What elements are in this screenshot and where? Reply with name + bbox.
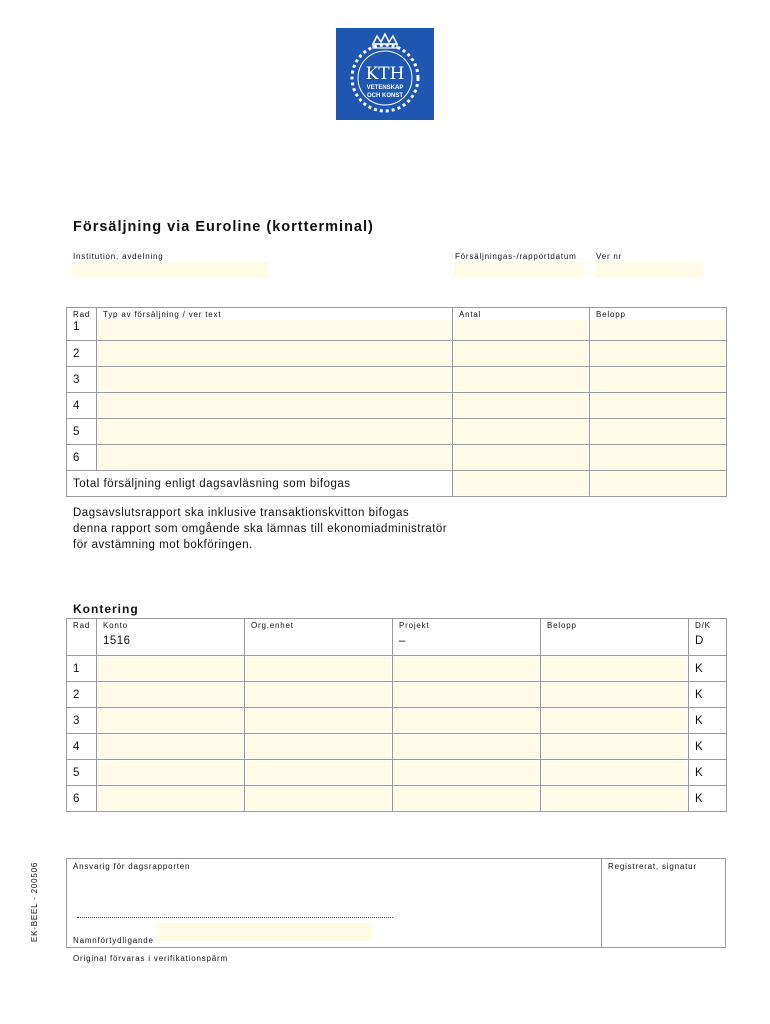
row-number: 1 bbox=[73, 321, 80, 333]
dk-value: K bbox=[695, 689, 703, 701]
projekt-cell[interactable] bbox=[393, 708, 541, 734]
signature-box bbox=[66, 858, 726, 948]
footer-text: Original förvaras i verifikationspärm bbox=[73, 954, 228, 963]
institution-label: Institution, avdelning bbox=[73, 252, 164, 261]
dk-cell bbox=[689, 619, 727, 656]
dk-value: K bbox=[695, 663, 703, 675]
orgenhet-cell[interactable] bbox=[245, 786, 393, 812]
kth-crest-icon bbox=[336, 28, 434, 120]
table-row bbox=[67, 656, 727, 682]
notice-line: denna rapport som omgående ska lämnas till ekonomiadministratör bbox=[73, 523, 448, 535]
projekt-cell[interactable] bbox=[393, 734, 541, 760]
projekt-cell[interactable] bbox=[393, 682, 541, 708]
dk-value: K bbox=[695, 741, 703, 753]
typ-cell[interactable] bbox=[97, 308, 453, 341]
belopp-cell[interactable] bbox=[590, 367, 727, 393]
row-number: 6 bbox=[73, 452, 80, 464]
table-row bbox=[67, 445, 727, 471]
row-number: 1 bbox=[73, 663, 80, 675]
total-row bbox=[67, 471, 727, 497]
table-row bbox=[67, 393, 727, 419]
total-antal-cell[interactable] bbox=[453, 471, 590, 497]
antal-cell[interactable] bbox=[453, 308, 590, 341]
orgenhet-cell[interactable] bbox=[245, 619, 393, 656]
dk-value: K bbox=[695, 793, 703, 805]
ver-label: Ver nr bbox=[596, 252, 623, 261]
konto-cell[interactable] bbox=[97, 682, 245, 708]
projekt-cell[interactable] bbox=[393, 656, 541, 682]
antal-cell[interactable] bbox=[453, 367, 590, 393]
row-number: 3 bbox=[73, 715, 80, 727]
projekt-cell[interactable] bbox=[393, 619, 541, 656]
belopp-cell[interactable] bbox=[590, 445, 727, 471]
belopp-cell[interactable] bbox=[541, 760, 689, 786]
belopp-cell[interactable] bbox=[541, 786, 689, 812]
konto-cell[interactable] bbox=[97, 734, 245, 760]
antal-cell[interactable] bbox=[453, 419, 590, 445]
institution-field[interactable] bbox=[72, 262, 268, 278]
belopp-cell[interactable] bbox=[541, 708, 689, 734]
row-number: 5 bbox=[73, 426, 80, 438]
projekt-header: Projekt bbox=[399, 621, 430, 630]
table-row bbox=[67, 786, 727, 812]
row-number: 6 bbox=[73, 793, 80, 805]
typ-cell[interactable] bbox=[97, 393, 453, 419]
ver-field[interactable] bbox=[595, 262, 703, 278]
antal-cell[interactable] bbox=[453, 445, 590, 471]
kontering-table bbox=[66, 618, 727, 812]
konto-cell[interactable] bbox=[97, 619, 245, 656]
belopp-cell[interactable] bbox=[541, 619, 689, 656]
logo-subtext-2: OCH KONST bbox=[367, 93, 403, 99]
table-row bbox=[67, 708, 727, 734]
table-row bbox=[67, 419, 727, 445]
row-number: 3 bbox=[73, 374, 80, 386]
notice-line: för avstämning mot bokföringen. bbox=[73, 539, 253, 551]
date-label: Försäljningas-/rapportdatum bbox=[455, 252, 577, 261]
antal-cell[interactable] bbox=[453, 393, 590, 419]
dk-value: K bbox=[695, 715, 703, 727]
signature-divider bbox=[601, 859, 602, 947]
konto-value: 1516 bbox=[103, 635, 131, 647]
orgenhet-cell[interactable] bbox=[245, 760, 393, 786]
projekt-cell[interactable] bbox=[393, 760, 541, 786]
projekt-value: – bbox=[399, 635, 406, 647]
row-number: 4 bbox=[73, 400, 80, 412]
registered-label: Registrerat, signatur bbox=[608, 862, 697, 871]
dk-value: K bbox=[695, 767, 703, 779]
belopp-cell[interactable] bbox=[590, 308, 727, 341]
konto-cell[interactable] bbox=[97, 656, 245, 682]
notice-line: Dagsavslutsrapport ska inklusive transaktionskvitton bifogas bbox=[73, 507, 410, 519]
orgenhet-header: Org.enhet bbox=[251, 621, 294, 630]
orgenhet-cell[interactable] bbox=[245, 708, 393, 734]
rad-header: Rad bbox=[73, 310, 91, 319]
belopp-cell[interactable] bbox=[541, 656, 689, 682]
notice-text bbox=[73, 505, 447, 553]
typ-header: Typ av försäljning / ver text bbox=[103, 310, 222, 319]
orgenhet-cell[interactable] bbox=[245, 656, 393, 682]
row-number: 2 bbox=[73, 348, 80, 360]
total-belopp-cell[interactable] bbox=[590, 471, 727, 497]
table-row bbox=[67, 308, 727, 341]
belopp-cell[interactable] bbox=[590, 393, 727, 419]
kontering-title: Kontering bbox=[73, 602, 139, 616]
name-field[interactable] bbox=[157, 923, 373, 941]
rad-cell bbox=[67, 308, 97, 341]
form-title: Försäljning via Euroline (kortterminal) bbox=[73, 219, 374, 235]
row-number: 5 bbox=[73, 767, 80, 779]
responsible-label: Ansvarig för dagsrapporten bbox=[73, 862, 191, 871]
total-label: Total försäljning enligt dagsavläsning som bifogas bbox=[73, 478, 351, 490]
antal-cell[interactable] bbox=[453, 341, 590, 367]
logo-subtext-1: VETENSKAP bbox=[366, 85, 404, 91]
table-row bbox=[67, 619, 727, 656]
antal-header: Antal bbox=[459, 310, 482, 319]
orgenhet-cell[interactable] bbox=[245, 682, 393, 708]
konto-cell[interactable] bbox=[97, 786, 245, 812]
belopp-cell[interactable] bbox=[590, 341, 727, 367]
konto-header: Konto bbox=[103, 621, 128, 630]
konto-cell[interactable] bbox=[97, 760, 245, 786]
belopp-header: Belopp bbox=[547, 621, 577, 630]
sales-table bbox=[66, 307, 727, 497]
row-number: 2 bbox=[73, 689, 80, 701]
name-label: Namnförtydligande bbox=[73, 936, 154, 945]
belopp-cell[interactable] bbox=[590, 419, 727, 445]
form-code: EK-BEEL - 200506 bbox=[30, 861, 39, 942]
row-number: 4 bbox=[73, 741, 80, 753]
signature-line[interactable] bbox=[77, 917, 393, 918]
date-field[interactable] bbox=[454, 262, 584, 278]
belopp-cell[interactable] bbox=[541, 734, 689, 760]
typ-cell[interactable] bbox=[97, 419, 453, 445]
belopp-header: Belopp bbox=[596, 310, 626, 319]
typ-cell[interactable] bbox=[97, 367, 453, 393]
table-row bbox=[67, 760, 727, 786]
dk-value: D bbox=[695, 635, 704, 647]
dk-header: D/K bbox=[695, 621, 711, 630]
projekt-cell[interactable] bbox=[393, 786, 541, 812]
belopp-cell[interactable] bbox=[541, 682, 689, 708]
rad-header: Rad bbox=[73, 621, 91, 630]
konto-cell[interactable] bbox=[97, 708, 245, 734]
table-row bbox=[67, 734, 727, 760]
typ-cell[interactable] bbox=[97, 341, 453, 367]
typ-cell[interactable] bbox=[97, 445, 453, 471]
table-row bbox=[67, 367, 727, 393]
table-row bbox=[67, 682, 727, 708]
table-row bbox=[67, 341, 727, 367]
orgenhet-cell[interactable] bbox=[245, 734, 393, 760]
logo-text: KTH bbox=[365, 64, 405, 84]
kth-logo bbox=[336, 28, 434, 120]
